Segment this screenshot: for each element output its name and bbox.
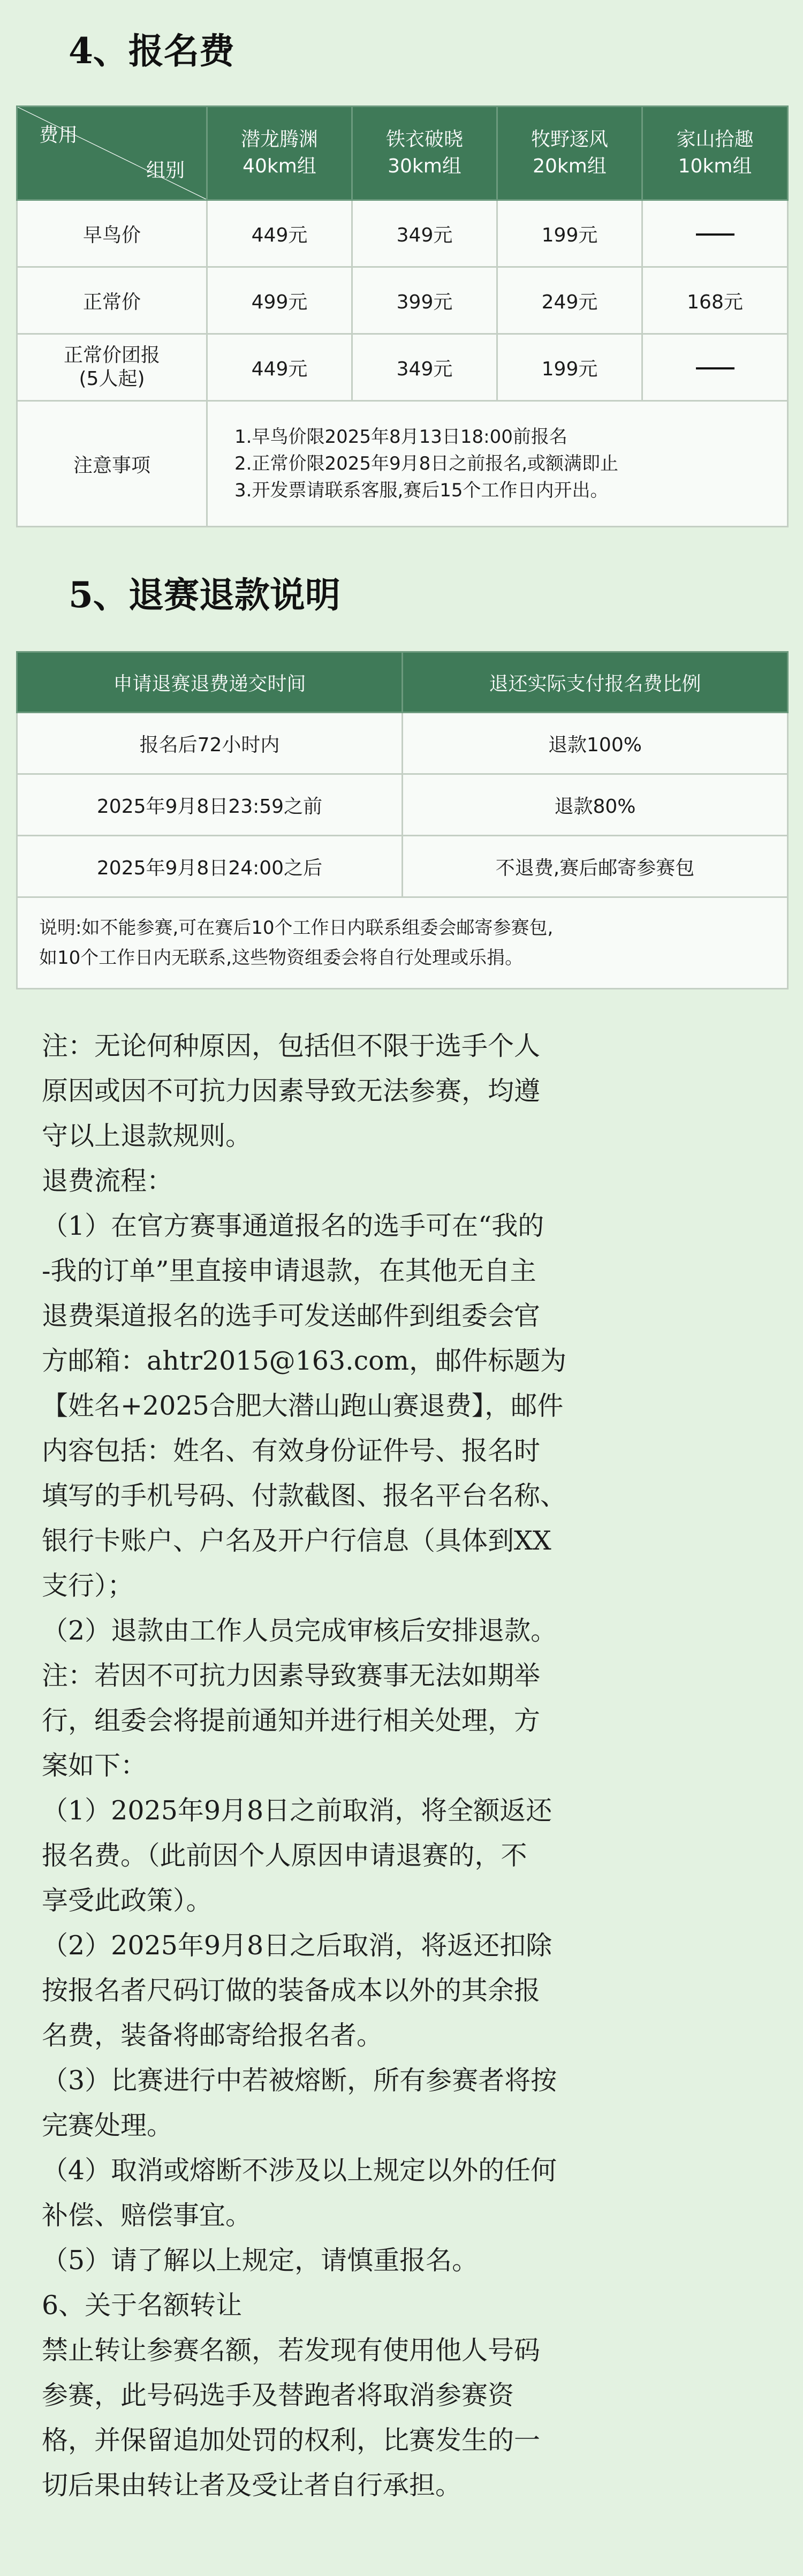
body-line: 填写的手机号码、付款截图、报名平台名称、 bbox=[42, 1480, 567, 1511]
table-row bbox=[17, 334, 788, 401]
body-line: 行，组委会将提前通知并进行相关处理，方 bbox=[42, 1705, 541, 1736]
body-line: 案如下： bbox=[42, 1750, 147, 1781]
refund-header-row bbox=[17, 652, 788, 713]
column-header-20km bbox=[497, 107, 642, 200]
column-distance: 30km组 bbox=[388, 155, 461, 177]
table-row bbox=[17, 836, 788, 897]
table-row bbox=[17, 774, 788, 836]
body-line: 原因或因不可抗力因素导致无法参赛，均遵 bbox=[42, 1076, 541, 1106]
price-cell: 168元 bbox=[642, 267, 788, 334]
price-cell: 399元 bbox=[352, 267, 497, 334]
refund-ratio-cell: 退款80% bbox=[403, 774, 788, 836]
notes-content bbox=[207, 401, 788, 527]
note-line: 3.开发票请联系客服,赛后15个工作日内开出。 bbox=[234, 480, 609, 501]
body-line: -我的订单”里直接申请退款，在其他无自主 bbox=[42, 1256, 536, 1286]
body-line: （2）退款由工作人员完成审核后安排退款。 bbox=[42, 1615, 557, 1646]
body-line: 享受此政策）。 bbox=[42, 1885, 213, 1916]
fee-section-title: 4、报名费 bbox=[69, 30, 234, 72]
body-line: 切后果由转让者及受让者自行承担。 bbox=[42, 2470, 462, 2501]
body-line: （1）2025年9月8日之前取消，将全额返还 bbox=[42, 1795, 552, 1826]
refund-explanation bbox=[17, 897, 788, 989]
column-name: 家山拾趣 bbox=[676, 129, 754, 150]
note-line: 1.早鸟价限2025年8月13日18:00前报名 bbox=[234, 426, 567, 448]
notes-row bbox=[17, 401, 788, 527]
body-line: 注：若因不可抗力因素导致赛事无法如期举 bbox=[42, 1660, 541, 1691]
column-header-40km bbox=[207, 107, 352, 200]
refund-ratio-cell: 退款100% bbox=[403, 713, 788, 774]
refund-table bbox=[16, 651, 789, 989]
body-line: 退费渠道报名的选手可发送邮件到组委会官 bbox=[42, 1301, 541, 1331]
body-line: 名费，装备将邮寄给报名者。 bbox=[42, 2020, 383, 2051]
body-line: 注：无论何种原因，包括但不限于选手个人 bbox=[42, 1031, 541, 1061]
column-header-30km bbox=[352, 107, 497, 200]
body-line: 补偿、赔偿事宜。 bbox=[42, 2200, 252, 2231]
body-line: 【姓名+2025合肥大潜山跑山赛退费】，邮件 bbox=[42, 1391, 564, 1421]
dash-mark bbox=[696, 367, 734, 369]
refund-time-cell: 2025年9月8日23:59之前 bbox=[17, 774, 403, 836]
body-line: （3）比赛进行中若被熔断，所有参赛者将按 bbox=[42, 2065, 557, 2096]
note-line: 2.正常价限2025年9月8日之前报名,或额满即止 bbox=[234, 453, 619, 474]
body-line: 6、关于名额转让 bbox=[42, 2290, 243, 2321]
price-cell-empty bbox=[642, 200, 788, 267]
column-name: 牧野逐风 bbox=[531, 129, 608, 150]
row-label-regular: 正常价 bbox=[17, 267, 207, 334]
table-row bbox=[17, 713, 788, 774]
notes-label: 注意事项 bbox=[17, 401, 207, 527]
column-header-10km bbox=[642, 107, 788, 200]
price-cell: 449元 bbox=[207, 334, 352, 401]
refund-header-time: 申请退赛退费递交时间 bbox=[17, 652, 403, 713]
body-line: 格，并保留追加处罚的权利，比赛发生的一 bbox=[42, 2425, 541, 2456]
body-text bbox=[42, 1024, 781, 2508]
price-cell: 199元 bbox=[497, 200, 642, 267]
fee-header-row bbox=[17, 107, 788, 200]
table-row bbox=[17, 200, 788, 267]
refund-time-cell: 2025年9月8日24:00之后 bbox=[17, 836, 403, 897]
price-cell: 499元 bbox=[207, 267, 352, 334]
table-row bbox=[17, 267, 788, 334]
row-label-group-text: 正常价团报 bbox=[63, 344, 160, 366]
refund-ratio-cell: 不退费,赛后邮寄参赛包 bbox=[403, 836, 788, 897]
body-line: 内容包括：姓名、有效身份证件号、报名时 bbox=[42, 1436, 541, 1466]
dash-mark bbox=[696, 233, 734, 236]
header-fee-label: 费用 bbox=[39, 124, 78, 146]
body-line: 方邮箱：ahtr2015@163.com，邮件标题为 bbox=[42, 1346, 567, 1376]
refund-time-cell: 报名后72小时内 bbox=[17, 713, 403, 774]
refund-section-title: 5、退赛退款说明 bbox=[69, 574, 340, 616]
body-line: 完赛处理。 bbox=[42, 2110, 173, 2141]
explanation-line: 说明:如不能参赛,可在赛后10个工作日内联系组委会邮寄参赛包, bbox=[39, 917, 554, 939]
refund-header-ratio: 退还实际支付报名费比例 bbox=[403, 652, 788, 713]
body-line: （2）2025年9月8日之后取消，将返还扣除 bbox=[42, 1930, 552, 1961]
body-line: （4）取消或熔断不涉及以上规定以外的任何 bbox=[42, 2155, 557, 2186]
body-line: 按报名者尺码订做的装备成本以外的其余报 bbox=[42, 1975, 541, 2006]
body-line: 退费流程： bbox=[42, 1166, 173, 1196]
price-cell-empty bbox=[642, 334, 788, 401]
price-cell: 349元 bbox=[352, 334, 497, 401]
header-group-label: 组别 bbox=[146, 160, 185, 182]
column-distance: 40km组 bbox=[243, 155, 316, 177]
explanation-line: 如10个工作日内无联系,这些物资组委会将自行处理或乐捐。 bbox=[39, 947, 524, 969]
body-line: （1）在官方赛事通道报名的选手可在“我的 bbox=[42, 1211, 544, 1241]
body-line: 参赛，此号码选手及替跑者将取消参赛资 bbox=[42, 2380, 514, 2411]
body-line: （5）请了解以上规定，请慎重报名。 bbox=[42, 2245, 479, 2276]
refund-explanation-row bbox=[17, 897, 788, 989]
price-cell: 349元 bbox=[352, 200, 497, 267]
body-line: 支行）； bbox=[42, 1570, 134, 1601]
body-line: 禁止转让参赛名额，若发现有使用他人号码 bbox=[42, 2335, 541, 2366]
column-distance: 10km组 bbox=[678, 155, 752, 177]
price-cell: 449元 bbox=[207, 200, 352, 267]
column-distance: 20km组 bbox=[533, 155, 607, 177]
diagonal-divider-icon bbox=[18, 107, 206, 199]
body-line: 报名费。（此前因个人原因申请退赛的，不 bbox=[42, 1840, 527, 1871]
column-name: 潜龙腾渊 bbox=[240, 129, 318, 150]
fee-header-corner bbox=[17, 107, 207, 200]
fee-table bbox=[16, 105, 789, 527]
body-line: 守以上退款规则。 bbox=[42, 1121, 252, 1151]
row-label-group bbox=[17, 334, 207, 401]
row-label-early-bird: 早鸟价 bbox=[17, 200, 207, 267]
body-line: 银行卡账户、户名及开户行信息（具体到XX bbox=[42, 1525, 551, 1556]
row-label-group-note: (5人起) bbox=[79, 368, 145, 390]
price-cell: 199元 bbox=[497, 334, 642, 401]
column-name: 铁衣破晓 bbox=[385, 129, 463, 150]
price-cell: 249元 bbox=[497, 267, 642, 334]
